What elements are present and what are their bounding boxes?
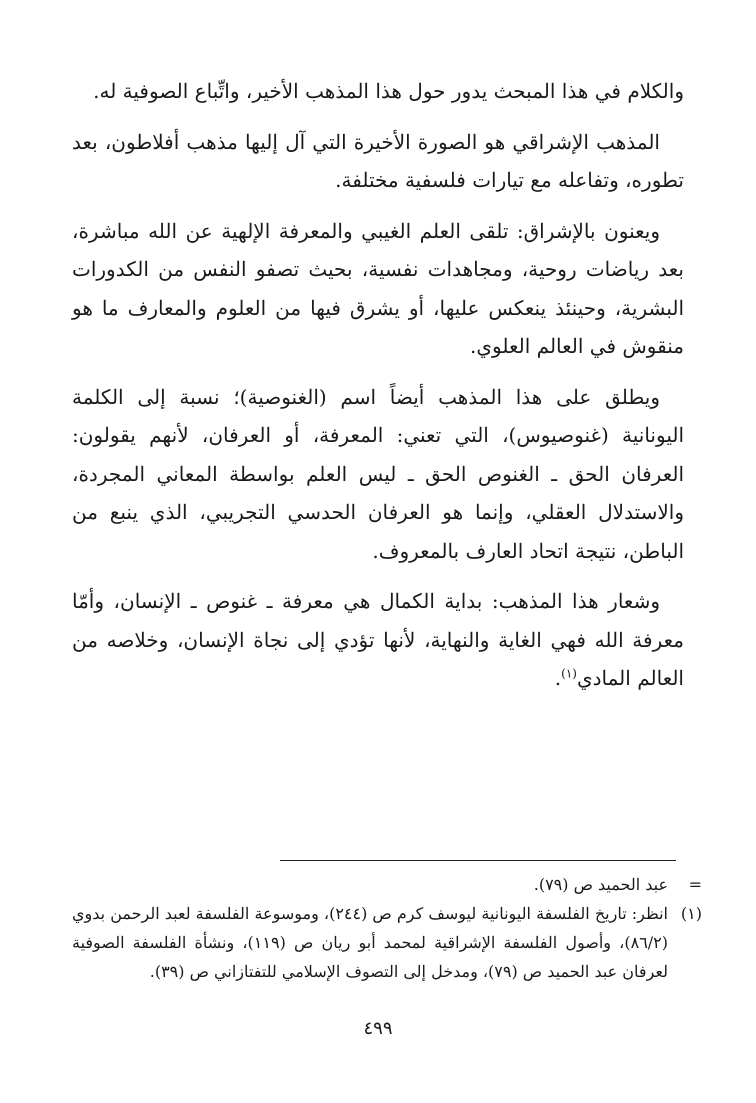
page-number: ٤٩٩ [363, 1018, 393, 1039]
footnote-marker: (١) [680, 904, 702, 923]
main-text-block [72, 72, 684, 710]
footnote-continuation [72, 870, 702, 899]
footnote-marker: = [688, 875, 702, 894]
paragraph-1: والكلام في هذا المبحث يدور حول هذا المذهب الأخير، واتِّباع الصوفية له. [93, 79, 684, 103]
paragraph-5 [72, 582, 684, 698]
paragraph-2: المذهب الإشراقي هو الصورة الأخيرة التي آل إليها مذهب أفلاطون، بعد تطوره، وتفاعله مع تيارات فلسفية مختلفة. [72, 129, 684, 192]
paragraph-4: ويطلق على هذا المذهب أيضاً اسم (الغنوصية)؛ نسبة إلى الكلمة اليونانية (غنوصيوس)، التي تعني: المعرفة، أو العرفان، لأنهم يقولون: العرفان الحق ـ الغنوص الحق ـ ليس العلم بواسطة المعاني المجردة، والاستدلال العقلي، وإنما هو العرفان الحدسي التجريبي، الذي ينبع من الباطن، نتيجة اتحاد العارف بالمعروف. [72, 384, 684, 563]
footnote-1 [72, 899, 702, 986]
footnote-divider [280, 860, 676, 861]
paragraph-5-text: وشعار هذا المذهب: بداية الكمال هي معرفة ـ غنوص ـ الإنسان، وأمّا معرفة الله فهي الغاية والنهاية، لأنها تؤدي إلى نجاة الإنسان، وخلاصه من العالم المادي [72, 589, 684, 690]
paragraph-3: ويعنون بالإشراق: تلقى العلم الغيبي والمعرفة الإلهية عن الله مباشرة، بعد رياضات روحية، ومجاهدات نفسية، بحيث تصفو النفس من الكدورات البشرية، وحينئذ ينعكس عليها، أو يشرق فيها من العلوم والمعارف ما هو منقوش في العالم العلوي. [72, 218, 685, 358]
footnote-text: عبد الحميد ص (٧٩). [533, 875, 668, 894]
footnote-text: انظر: تاريخ الفلسفة اليونانية ليوسف كرم ص (٢٤٤)، وموسوعة الفلسفة لعبد الرحمن بدوي (٨٦/٢)، وأصول الفلسفة الإشراقية لمحمد أبو ريان ص (١١٩)، ونشأة الفلسفة الصوفية لعرفان عبد الحميد ص (٧٩)، ومدخل إلى التصوف الإسلامي للتفتازاني ص (٣٩). [72, 904, 669, 981]
footnote-reference[interactable]: (١) [561, 666, 577, 681]
paragraph-5-end: . [554, 666, 562, 690]
footnotes-section [72, 870, 702, 986]
